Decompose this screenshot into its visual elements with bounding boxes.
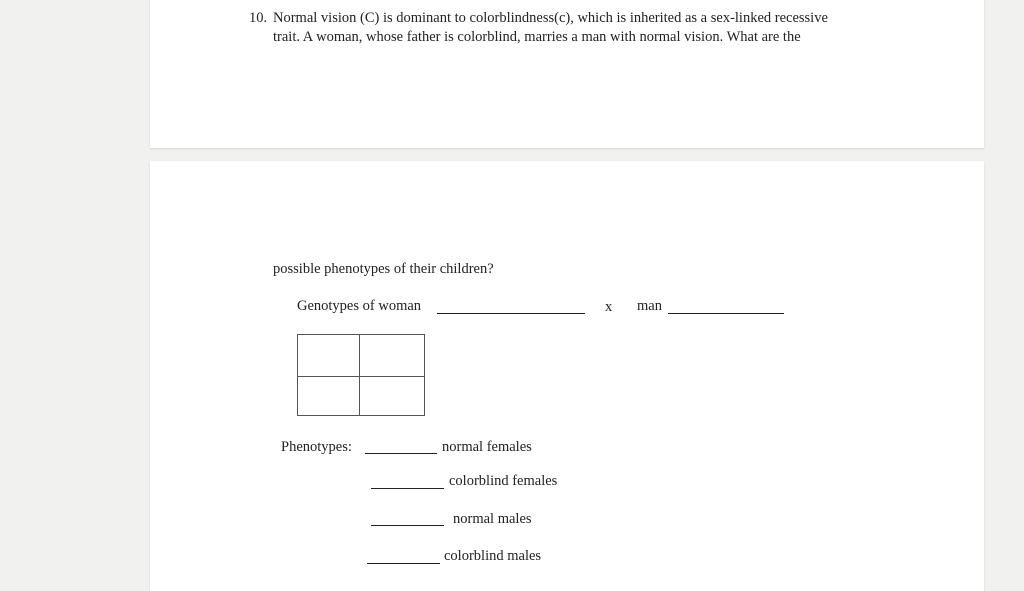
document-page-2 xyxy=(150,161,984,591)
phenotype-blank-4 xyxy=(367,563,440,564)
man-genotype-blank xyxy=(668,313,784,314)
woman-genotype-label: Genotypes of woman xyxy=(297,298,422,314)
phenotype-normal-males: normal males xyxy=(453,511,532,527)
question-text-line-2: trait. A woman, whose father is colorblind, marries a man with normal vision. What are the xyxy=(273,29,801,45)
woman-genotype-blank xyxy=(437,313,585,314)
phenotype-colorblind-females: colorblind females xyxy=(449,473,558,489)
punnett-divider-horizontal xyxy=(298,376,424,377)
cross-symbol: x xyxy=(605,299,613,315)
question-number: 10. xyxy=(249,10,268,26)
phenotype-blank-2 xyxy=(371,488,444,489)
phenotype-blank-3 xyxy=(371,525,444,526)
punnett-divider-vertical xyxy=(359,335,360,415)
question-text-line-3: possible phenotypes of their children? xyxy=(273,261,494,277)
man-genotype-label: man xyxy=(637,298,662,314)
phenotypes-label: Phenotypes: xyxy=(281,439,352,455)
phenotype-blank-1 xyxy=(365,453,437,454)
question-text-line-1: Normal vision (C) is dominant to colorblindness(c), which is inherited as a sex-linked recessive xyxy=(273,10,828,26)
punnett-square xyxy=(297,334,425,416)
document-page-1 xyxy=(150,0,984,148)
phenotype-normal-females: normal females xyxy=(442,439,532,455)
phenotype-colorblind-males: colorblind males xyxy=(444,548,542,564)
